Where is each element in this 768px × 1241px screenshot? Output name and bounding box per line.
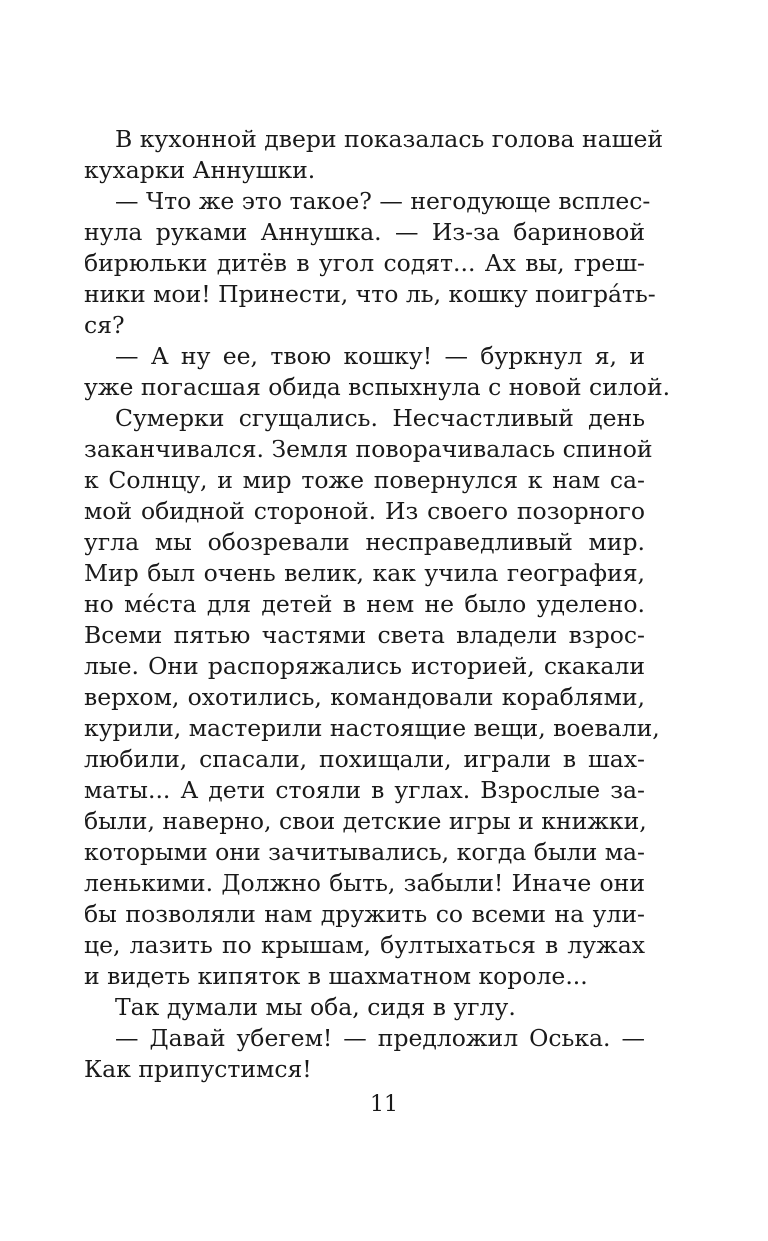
text-line: были, наверно, свои детские игры и книжки, bbox=[84, 807, 647, 835]
paragraph-6 bbox=[84, 1023, 645, 1085]
page-number: 11 bbox=[370, 1092, 398, 1117]
text-line: ленькими. Должно быть, забыли! Иначе они bbox=[84, 869, 645, 897]
text-line: бы позволяли нам дружить со всеми на ули- bbox=[84, 900, 645, 928]
text-line: курили, мастерили настоящие вещи, воевали, bbox=[84, 714, 660, 742]
text-line: — Что же это такое? — негодующе всплес- bbox=[115, 187, 651, 215]
text-line: Всеми пятью частями света владели взрос- bbox=[84, 621, 645, 649]
paragraph-4 bbox=[84, 403, 660, 992]
text-line: — А ну ее, твою кошку! — буркнул я, и bbox=[115, 342, 645, 370]
text-line: Так думали мы оба, сидя в углу. bbox=[115, 993, 516, 1021]
paragraph-2 bbox=[84, 186, 656, 341]
text-line: но мéста для детей в нем не было уделено. bbox=[84, 590, 645, 618]
paragraph-5 bbox=[84, 992, 645, 1023]
text-line: це, лазить по крышам, бултыхаться в лужах bbox=[84, 931, 645, 959]
text-line: верхом, охотились, командовали кораблями, bbox=[84, 683, 645, 711]
text-line: нула руками Аннушка. — Из-за бариновой bbox=[84, 218, 645, 246]
paragraph-3 bbox=[84, 341, 671, 403]
text-line: ся? bbox=[84, 311, 125, 339]
text-line: к Солнцу, и мир тоже повернулся к нам са- bbox=[84, 466, 645, 494]
text-line: заканчивался. Земля поворачивалась спиной bbox=[84, 435, 653, 463]
body-text bbox=[84, 124, 671, 1085]
text-line: Как припустимся! bbox=[84, 1055, 312, 1083]
text-line: Сумерки сгущались. Несчастливый день bbox=[115, 404, 645, 432]
text-line: ники мои! Принести, что ль, кошку поигрáть- bbox=[84, 280, 656, 308]
text-line: и видеть кипяток в шахматном короле... bbox=[84, 962, 588, 990]
text-line: мой обидной стороной. Из своего позорного bbox=[84, 497, 645, 525]
text-line: маты... А дети стояли в углах. Взрослые за- bbox=[84, 776, 645, 804]
text-line: кухарки Аннушки. bbox=[84, 156, 316, 184]
text-line: бирюльки дитёв в угол содят... Ах вы, греш- bbox=[84, 249, 645, 277]
text-line: В кухонной двери показалась голова нашей bbox=[115, 125, 664, 153]
text-line: которыми они зачитывались, когда были ма- bbox=[84, 838, 645, 866]
paragraph-1 bbox=[84, 124, 664, 186]
text-line: — Давай убегем! — предложил Оська. — bbox=[115, 1024, 645, 1052]
text-line: угла мы обозревали несправедливый мир. bbox=[84, 528, 645, 556]
text-line: любили, спасали, похищали, играли в шах- bbox=[84, 745, 645, 773]
text-line: уже погасшая обида вспыхнула с новой силой. bbox=[84, 373, 671, 401]
text-line: лые. Они распоряжались историей, скакали bbox=[84, 652, 645, 680]
text-line: Мир был очень велик, как учила география, bbox=[84, 559, 645, 587]
